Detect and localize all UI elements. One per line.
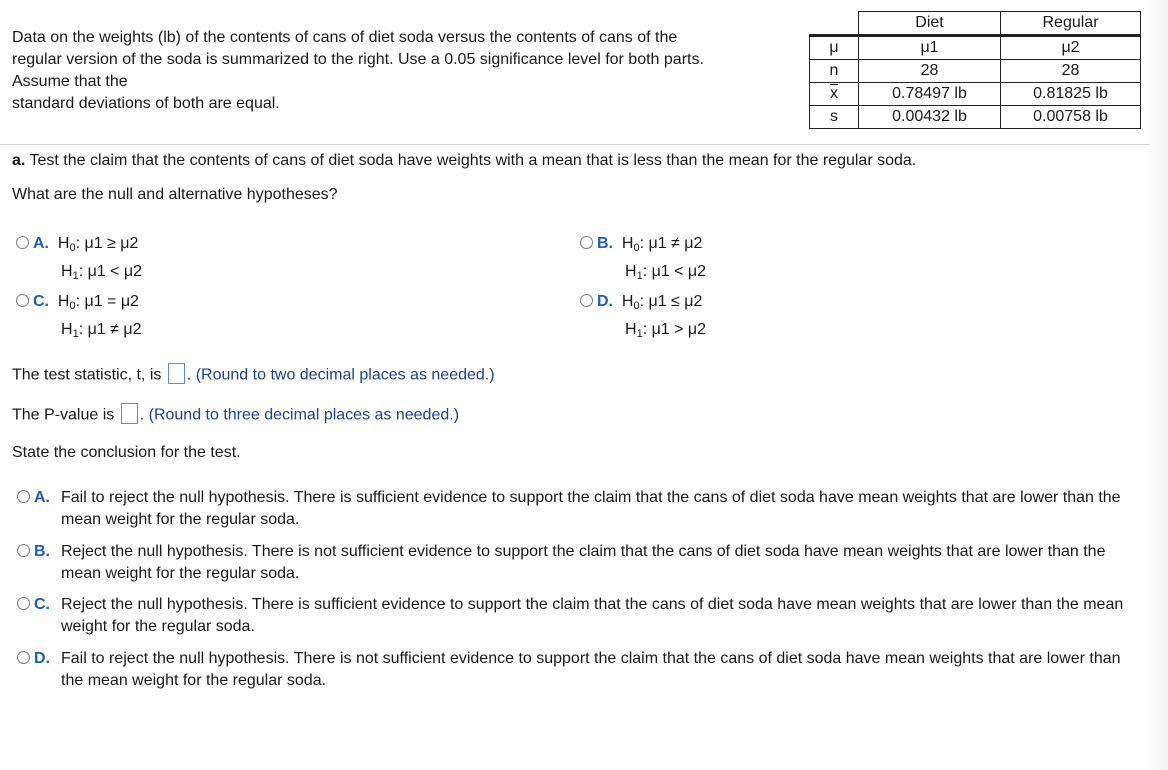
p-value-prefix: The P-value is [12,406,119,424]
intro-line-1: Data on the weights (lb) of the contents of cans of diet soda versus the contents of cans of the [12,29,678,46]
h0-relation: : μ1 ≤ μ2 [639,293,703,310]
h1-relation: : μ1 < μ2 [642,263,707,280]
h0-subscript: 0 [633,300,640,312]
option-letter: D. [597,293,613,310]
cell-diet-n: 28 [859,60,1001,83]
hypothesis-option-d[interactable] [580,290,706,346]
part-a-label: a. [12,152,26,169]
h0-relation: : μ1 = μ2 [75,293,139,310]
conclusion-text: Fail to reject the null hypothesis. There is not sufficient evidence to support the claim that the cans of diet soda have mean weights that are lower than the mean weight for the regular soda. [61,650,1121,689]
radio-button-icon[interactable] [17,651,30,664]
row-label-xbar [810,83,859,106]
cell-regular-mu: μ2 [1001,36,1141,60]
table-header-regular: Regular [1001,12,1141,36]
conclusion-option-d[interactable] [17,648,1142,692]
test-statistic-hint: (Round to two decimal places as needed.) [191,366,495,384]
h0-label: H [57,235,70,252]
part-a-text: Test the claim that the contents of cans of diet soda have weights with a mean that is less than the mean for the regular soda. [25,152,917,169]
radio-button-icon[interactable] [17,597,30,610]
cell-regular-sd: 0.00758 lb [1001,106,1141,129]
conclusion-option-c[interactable] [17,594,1142,638]
xbar-symbol: $\overline{x}$ [830,85,838,102]
h1-relation: : μ1 < μ2 [78,263,143,280]
cell-regular-n: 28 [1001,60,1141,83]
table-row [810,106,1141,129]
test-statistic-line [12,365,495,386]
intro-line-3: Assume that the [12,73,128,90]
radio-button-icon[interactable] [17,544,30,557]
section-divider [0,144,1150,145]
right-edge-shade [1146,0,1168,770]
h1-label: H [625,263,637,280]
radio-button-icon[interactable] [16,294,29,307]
hypothesis-option-a[interactable] [16,232,142,288]
h1-label: H [625,321,637,338]
row-label-mu: μ [810,36,859,60]
conclusion-option-a[interactable] [17,487,1142,531]
option-letter: C. [33,293,49,310]
p-value-input[interactable] [121,403,138,424]
table-header-row [810,12,1141,36]
option-letter: D. [34,650,50,667]
h0-subscript: 0 [69,300,76,312]
radio-button-icon[interactable] [17,490,30,503]
h0-relation: : μ1 ≥ μ2 [75,235,139,252]
conclusion-text: Fail to reject the null hypothesis. There is sufficient evidence to support the claim that the cans of diet soda have mean weights that are lower than the mean weight for the regular soda. [61,489,1121,528]
conclusion-text: Reject the null hypothesis. There is not sufficient evidence to support the claim that the cans of diet soda have mean weights that are lower than the mean weight for the regular soda. [61,543,1106,582]
radio-button-icon[interactable] [16,236,29,249]
h1-subscript: 1 [72,270,79,282]
h0-label: H [57,293,70,310]
option-letter: A. [34,489,50,506]
h0-label: H [621,293,634,310]
hypothesis-option-b[interactable] [580,232,706,288]
intro-line-4: standard deviations of both are equal. [12,95,280,112]
h0-label: H [621,235,634,252]
conclusion-option-b[interactable] [17,541,1142,585]
h0-subscript: 0 [633,242,640,254]
p-value-suffix: . [139,406,145,424]
h1-relation: : μ1 > μ2 [642,321,707,338]
conclusion-prompt: State the conclusion for the test. [12,444,241,461]
part-a-question [12,152,916,170]
h0-relation: : μ1 ≠ μ2 [639,235,703,252]
p-value-line [12,405,459,426]
h1-subscript: 1 [636,328,643,340]
cell-diet-mean: 0.78497 lb [859,83,1001,106]
hypothesis-option-c[interactable] [16,290,141,346]
h1-subscript: 1 [72,328,79,340]
test-statistic-suffix: . [186,366,192,384]
hypothesis-question: What are the null and alternative hypotheses? [12,186,338,203]
problem-intro [12,27,802,115]
intro-line-2: regular version of the soda is summarized to the right. Use a 0.05 significance level for both parts. [12,51,704,68]
row-label-n: n [810,60,859,83]
cell-diet-mu: μ1 [859,36,1001,60]
h1-label: H [61,263,73,280]
option-letter: A. [33,235,49,252]
p-value-hint: (Round to three decimal places as needed.) [144,406,460,424]
option-letter: B. [597,235,613,252]
radio-button-icon[interactable] [580,236,593,249]
summary-table [809,11,1141,129]
h1-label: H [61,321,73,338]
radio-button-icon[interactable] [580,294,593,307]
table-header-diet: Diet [859,12,1001,36]
option-letter: B. [34,543,50,560]
h1-subscript: 1 [636,270,643,282]
cell-diet-sd: 0.00432 lb [859,106,1001,129]
cell-regular-mean: 0.81825 lb [1001,83,1141,106]
test-statistic-prefix: The test statistic, t, is [12,366,166,384]
table-row [810,60,1141,83]
row-label-s: s [810,106,859,129]
table-header-blank [810,12,859,36]
test-statistic-input[interactable] [168,363,185,384]
conclusion-text: Reject the null hypothesis. There is sufficient evidence to support the claim that the cans of diet soda have mean weights that are lower than the mean weight for the regular soda. [61,596,1124,635]
option-letter: C. [34,596,50,613]
table-row [810,36,1141,60]
h1-relation: : μ1 ≠ μ2 [78,321,142,338]
table-row [810,83,1141,106]
h0-subscript: 0 [69,242,76,254]
